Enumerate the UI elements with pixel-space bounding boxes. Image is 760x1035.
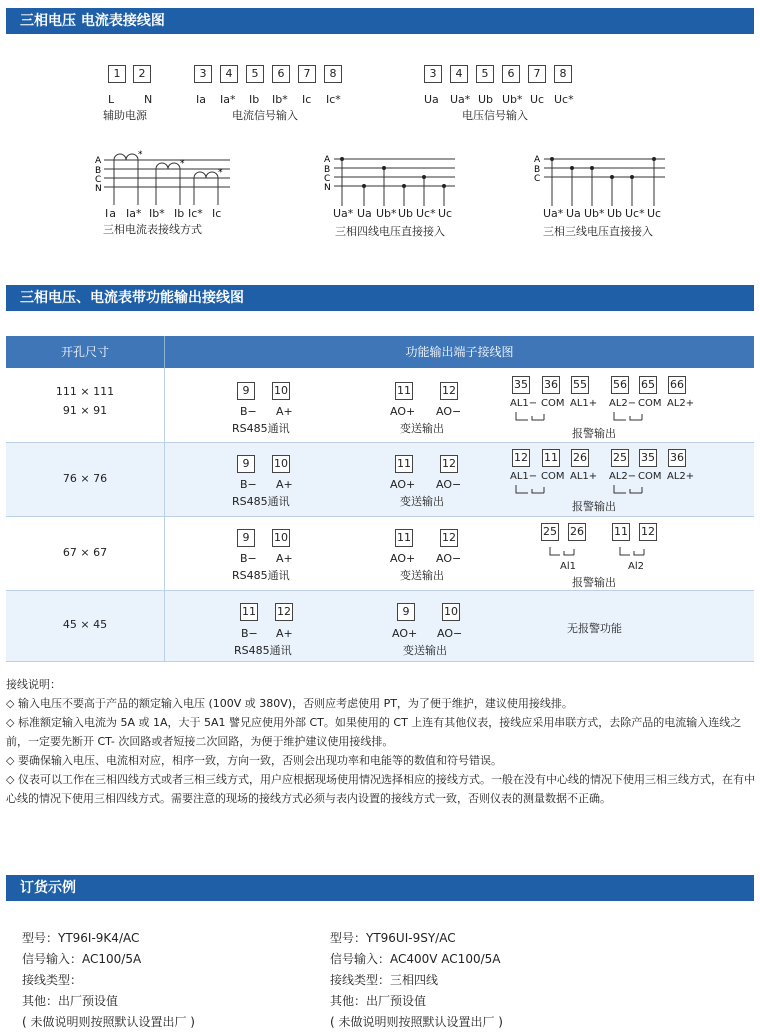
ct-polarity-star: * xyxy=(180,159,185,169)
alarm-caption: 报警输出 xyxy=(572,500,616,513)
alarm-caption: 报警输出 xyxy=(572,576,616,589)
terminal-label: Ia* xyxy=(220,93,236,106)
node-dot xyxy=(652,157,656,161)
order-other: 其他：出厂预设值 xyxy=(22,994,119,1008)
terminal: 11 xyxy=(542,449,560,467)
terminal-label: L xyxy=(108,93,115,106)
terminal: 35 xyxy=(639,449,657,467)
vt-label: Ub xyxy=(607,207,623,220)
note-item: ◇ 要确保输入电压、电流相对应，相序一致，方向一致，否则会出现功率和电能等的数值和符号错误。 xyxy=(6,754,502,767)
node-dot xyxy=(590,166,594,170)
node-dot xyxy=(442,184,446,188)
terminal: 4 xyxy=(450,65,468,83)
terminal: 36 xyxy=(542,376,560,394)
terminal-label: AL2− xyxy=(609,398,637,409)
terminal-label: AL1− xyxy=(510,398,538,409)
four-wire-caption: 三相四线电压直接接入 xyxy=(335,225,445,238)
terminal-label: COM xyxy=(541,398,565,409)
wiring-notes xyxy=(6,675,758,808)
terminal-label: AL2+ xyxy=(667,471,695,482)
terminal: 10 xyxy=(272,529,290,547)
terminal: 5 xyxy=(476,65,494,83)
terminal-label: A+ xyxy=(276,627,293,640)
relay-symbols xyxy=(538,545,668,559)
ct-label: Ib* xyxy=(149,207,165,220)
order-signal: 信号输入：AC100/5A xyxy=(22,952,142,966)
ao-caption: 变送输出 xyxy=(403,644,447,657)
terminal-label: B− xyxy=(240,478,257,491)
terminal-label: Ua xyxy=(424,93,439,106)
ct-label: Ic xyxy=(212,207,222,220)
terminal: 10 xyxy=(272,382,290,400)
rs485-caption: RS485通讯 xyxy=(232,495,290,508)
order-example-right xyxy=(330,928,503,1033)
terminal-label: COM xyxy=(541,471,565,482)
terminal: 25 xyxy=(541,523,559,541)
vt-label: Uc xyxy=(438,207,453,220)
col-header-terminals: 功能输出端子接线图 xyxy=(405,345,514,359)
terminal: 3 xyxy=(194,65,212,83)
order-note: ( 未做说明则按照默认设置出厂 ) xyxy=(22,1015,195,1029)
section-title-order: 订货示例 xyxy=(6,875,754,901)
voltage-input-caption: 电压信号输入 xyxy=(462,109,528,122)
terminal-label: COM xyxy=(638,471,662,482)
node-dot xyxy=(402,184,406,188)
node-dot xyxy=(422,175,426,179)
vt-label: Ua xyxy=(566,207,581,220)
order-wiring: 接线类型：三相四线 xyxy=(330,973,439,987)
cutout-size: 45 × 45 xyxy=(62,618,108,631)
current-input-caption: 电流信号输入 xyxy=(232,109,298,122)
terminal: 1 xyxy=(108,65,126,83)
terminal: 4 xyxy=(220,65,238,83)
ct-label: Ic* xyxy=(188,207,203,220)
terminal: 3 xyxy=(424,65,442,83)
node-dot xyxy=(382,166,386,170)
terminal: 11 xyxy=(395,382,413,400)
terminal: 26 xyxy=(571,449,589,467)
terminal: 12 xyxy=(440,529,458,547)
vt-label: Ub xyxy=(398,207,414,220)
terminal: 11 xyxy=(240,603,258,621)
line-label-a: A xyxy=(534,155,541,165)
terminal: 26 xyxy=(568,523,586,541)
terminal-label: AL1+ xyxy=(570,398,598,409)
terminal: 9 xyxy=(237,382,255,400)
note-item: ◇ 标准额定输入电流为 5A 或 1A，大于 5A1 譬兄应使用外部 CT。如果使用的 CT 上连有其他仪表，接线应采用串联方式，去除产品的电流输入连线之前，一定要先断开 CT- 次回路或者短接二次回路，为便于维护建议使用接线排。 xyxy=(6,716,742,748)
line-label-c: C xyxy=(95,175,102,185)
terminal-label: AL2− xyxy=(609,471,637,482)
vt-label: Uc* xyxy=(416,207,436,220)
terminal-label: Ic* xyxy=(326,93,341,106)
table-divider xyxy=(164,368,165,661)
vt-label: Ua* xyxy=(543,207,564,220)
terminal-label: AO− xyxy=(437,627,463,640)
notes-title: 接线说明： xyxy=(6,678,61,691)
terminal-label: A+ xyxy=(276,405,293,418)
terminal: 7 xyxy=(298,65,316,83)
terminal-label: Al2 xyxy=(628,561,644,572)
terminal-label: N xyxy=(144,93,153,106)
terminal-label: AO+ xyxy=(392,627,418,640)
node-dot xyxy=(610,175,614,179)
rs485-caption: RS485通讯 xyxy=(234,644,292,657)
vt-label: Uc* xyxy=(625,207,645,220)
terminal: 56 xyxy=(611,376,629,394)
cutout-size: 91 × 91 xyxy=(62,404,108,417)
ct-diagram-caption: 三相电流表接线方式 xyxy=(103,223,202,236)
terminal-label: B− xyxy=(241,627,258,640)
line-label-c: C xyxy=(534,174,541,184)
terminal: 8 xyxy=(324,65,342,83)
line-label-b: B xyxy=(534,165,541,175)
three-wire-diagram xyxy=(530,150,670,210)
ct-polarity-star: * xyxy=(138,150,143,160)
terminal: 55 xyxy=(571,376,589,394)
three-wire-caption: 三相三线电压直接接入 xyxy=(543,225,653,238)
terminal-label: AL2+ xyxy=(667,398,695,409)
terminal-label: AO+ xyxy=(390,552,416,565)
ct-label: Ib xyxy=(174,207,185,220)
line-label-a: A xyxy=(324,155,331,165)
order-model: 型号：YT96I-9K4/AC xyxy=(22,931,140,945)
terminal: 6 xyxy=(272,65,290,83)
four-wire-diagram xyxy=(320,150,460,210)
terminal: 12 xyxy=(512,449,530,467)
line-label-n: N xyxy=(324,183,331,193)
order-other: 其他：出厂预设值 xyxy=(330,994,427,1008)
terminal-label: Ia xyxy=(196,93,206,106)
cutout-size: 76 × 76 xyxy=(62,472,108,485)
terminal: 11 xyxy=(395,455,413,473)
terminal-label: Ib xyxy=(249,93,260,106)
section-title-output: 三相电压、电流表带功能输出接线图 xyxy=(6,285,754,311)
rs485-caption: RS485通讯 xyxy=(232,422,290,435)
line-label-b: B xyxy=(95,166,102,176)
terminal: 10 xyxy=(272,455,290,473)
terminal: 12 xyxy=(440,382,458,400)
ao-caption: 变送输出 xyxy=(400,495,444,508)
terminal-label: Ua* xyxy=(450,93,471,106)
terminal: 8 xyxy=(554,65,572,83)
terminal: 12 xyxy=(440,455,458,473)
terminal: 9 xyxy=(237,529,255,547)
ao-caption: 变送输出 xyxy=(400,422,444,435)
cutout-size: 67 × 67 xyxy=(62,546,108,559)
terminal: 2 xyxy=(133,65,151,83)
terminal-label: AO− xyxy=(436,552,462,565)
terminal: 25 xyxy=(611,449,629,467)
node-dot xyxy=(340,157,344,161)
terminal: 36 xyxy=(668,449,686,467)
order-signal: 信号输入：AC400V AC100/5A xyxy=(330,952,501,966)
ct-coil-a xyxy=(114,154,138,160)
alarm-caption: 报警输出 xyxy=(572,427,616,440)
terminal-label: AO+ xyxy=(390,478,416,491)
terminal-label: Al1 xyxy=(560,561,576,572)
terminal: 35 xyxy=(512,376,530,394)
terminal-label: B− xyxy=(240,405,257,418)
col-header-size: 开孔尺寸 xyxy=(60,345,109,359)
terminal-label: AO− xyxy=(436,478,462,491)
order-example-left xyxy=(22,928,195,1033)
terminal-label: COM xyxy=(638,398,662,409)
terminal-label: Ub* xyxy=(502,93,523,106)
relay-symbols xyxy=(510,410,700,426)
terminal-label: Ib* xyxy=(272,93,288,106)
terminal: 6 xyxy=(502,65,520,83)
terminal: 66 xyxy=(668,376,686,394)
no-alarm-text: 无报警功能 xyxy=(567,622,622,635)
order-note: ( 未做说明则按照默认设置出厂 ) xyxy=(330,1015,503,1029)
terminal-label: AO− xyxy=(436,405,462,418)
note-item: ◇ 输入电压不要高于产品的额定输入电压 (100V 或 380V)，否则应考虑使用 PT，为了便于维护，建议使用接线排。 xyxy=(6,697,573,710)
terminal-label: AL1+ xyxy=(570,471,598,482)
terminal-label: A+ xyxy=(276,478,293,491)
terminal: 9 xyxy=(237,455,255,473)
line-label-a: A xyxy=(95,156,102,166)
vt-label: Ub* xyxy=(376,207,397,220)
terminal-label: Uc* xyxy=(554,93,574,106)
relay-symbols xyxy=(510,483,700,499)
order-wiring: 接线类型： xyxy=(22,973,83,987)
ct-label: Ia* xyxy=(126,207,142,220)
vt-label: Ub* xyxy=(584,207,605,220)
terminal: 10 xyxy=(442,603,460,621)
line-label-c: C xyxy=(324,174,331,184)
vt-label: Ua xyxy=(357,207,372,220)
table-header xyxy=(6,336,754,368)
terminal: 65 xyxy=(639,376,657,394)
terminal: 5 xyxy=(246,65,264,83)
ct-wiring-diagram xyxy=(90,145,240,211)
terminal-label: Ub xyxy=(478,93,494,106)
terminal: 11 xyxy=(395,529,413,547)
line-label-n: N xyxy=(95,184,102,194)
terminal-label: AL1− xyxy=(510,471,538,482)
line-label-b: B xyxy=(324,165,331,175)
cutout-size: 111 × 111 xyxy=(55,385,115,398)
order-model: 型号：YT96UI-9SY/AC xyxy=(330,931,456,945)
terminal-label: AO+ xyxy=(390,405,416,418)
ct-label: Ia xyxy=(105,207,117,220)
rs485-caption: RS485通讯 xyxy=(232,569,290,582)
terminal: 9 xyxy=(397,603,415,621)
terminal-label: Ic xyxy=(302,93,312,106)
node-dot xyxy=(362,184,366,188)
node-dot xyxy=(570,166,574,170)
vt-label: Ua* xyxy=(333,207,354,220)
section-title-wiring: 三相电压 电流表接线图 xyxy=(6,8,754,34)
vt-label: Uc xyxy=(647,207,662,220)
terminal: 7 xyxy=(528,65,546,83)
terminal-label: A+ xyxy=(276,552,293,565)
node-dot xyxy=(630,175,634,179)
note-item: ◇ 仪表可以工作在三相四线方式或者三相三线方式，用户应根据现场使用情况选择相应的接线方式。一般在没有中心线的情况下使用三相三线方式，在有中心线的情况下使用三相四线方式。需要注意的现场的接线方式必须与表内设置的接线方式一致，否则仪表的测量数据不正确。 xyxy=(6,773,755,805)
terminal: 12 xyxy=(639,523,657,541)
ct-coil-c xyxy=(194,172,218,178)
terminal-label: B− xyxy=(240,552,257,565)
ct-polarity-star: * xyxy=(218,168,223,178)
ct-coil-b xyxy=(156,163,180,169)
terminal: 11 xyxy=(612,523,630,541)
node-dot xyxy=(550,157,554,161)
ao-caption: 变送输出 xyxy=(400,569,444,582)
aux-power-caption: 辅助电源 xyxy=(103,109,147,122)
terminal-label: Uc xyxy=(530,93,545,106)
terminal: 12 xyxy=(275,603,293,621)
